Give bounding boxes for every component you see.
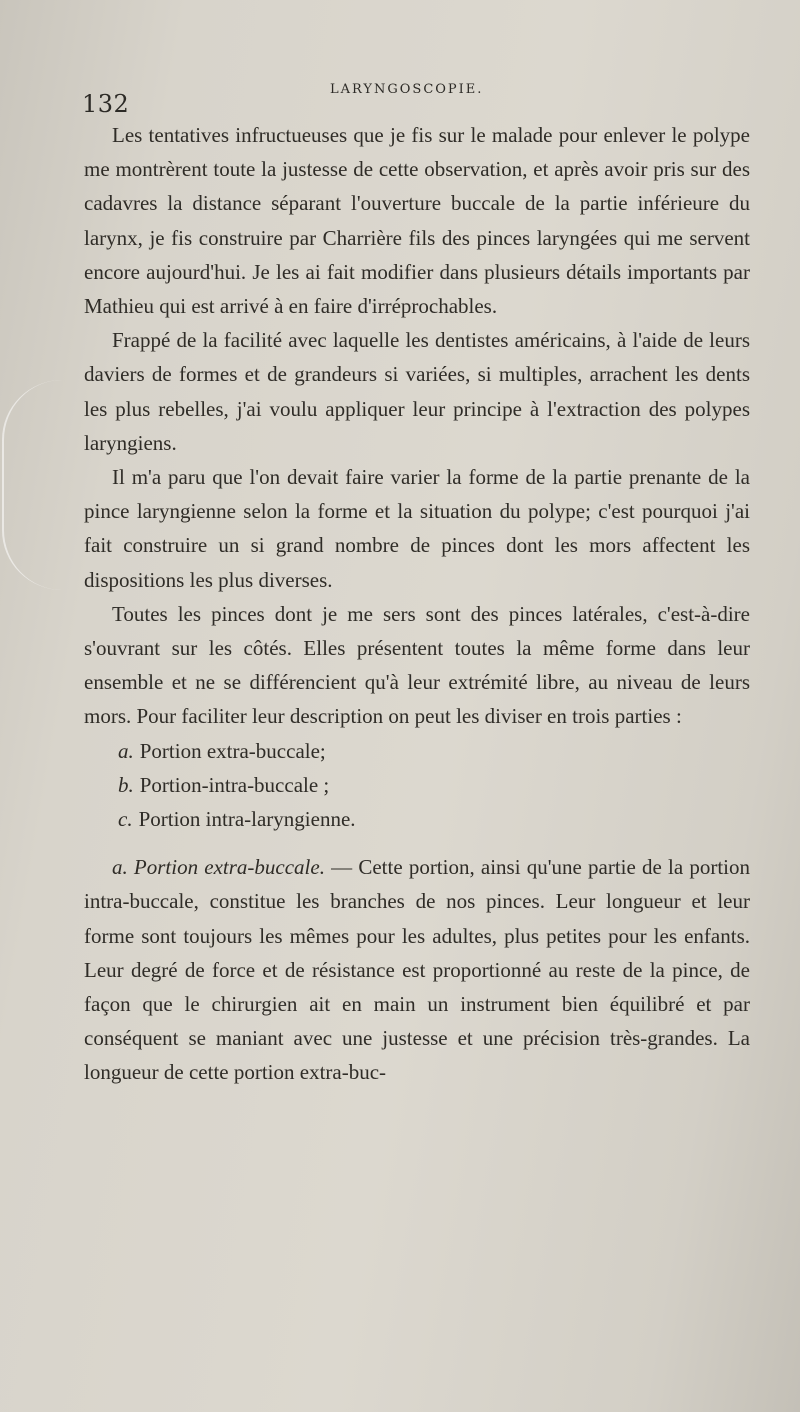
list-item-text: Portion-intra-buccale ; — [139, 772, 330, 797]
list-item-text: Portion intra-laryngienne. — [138, 807, 356, 832]
paragraph-3: Il m'a paru que l'on devait faire varier la forme de la partie prenante de la pince laryngienne selon la forme et la situation du polype; c'est pourquoi j'ai fait construire un si grand nombre de pinces dont les mors affectent les dispositions les plus diverses. — [84, 465, 750, 592]
list-marker: a. — [118, 738, 134, 763]
parts-list — [84, 734, 750, 837]
section-text: — Cette portion, ainsi qu'une partie de la portion intra-buccale, constitue les branches de nos pinces. Leur longueur et leur forme sont toujours les mêmes pour les adultes, plus petites pour les enfants. Leur degré de force et de résistance est proportionné au reste de la pince, de façon que le chirurgien ait en main un instrument bien équilibré et par conséquent se maniant avec une justesse et une précision très-grandes. La longueur de cette portion extra-buc- — [84, 855, 750, 1085]
paragraph-4: Toutes les pinces dont je me sers sont des pinces latérales, c'est-à-dire s'ouvrant sur les côtés. Elles présentent toutes la même forme dans leur ensemble et ne se différencient qu'à leur extrémité libre, au niveau de leurs mors. Pour faciliter leur description on peut les diviser en trois parties : — [84, 601, 750, 729]
body-text — [84, 118, 750, 1090]
page-header — [82, 78, 762, 118]
list-item — [118, 768, 750, 802]
paragraph-1: Les tentatives infructueuses que je fis sur le malade pour enlever le polype me montrèrent toute la justesse de cette observation, et après avoir pris sur des cadavres la distance séparant l'ouverture buccale de la partie inférieure du larynx, je fis construire par Charrière fils des pinces laryngées qui me servent encore aujourd'hui. Je les ai fait modifier dans plusieurs détails importants par Mathieu qui est arrivé à en faire d'irréprochables. — [84, 123, 750, 319]
list-item-text: Portion extra-buccale; — [139, 738, 326, 763]
section-extra-buccale — [84, 850, 750, 1089]
list-marker: c. — [118, 807, 133, 832]
section-paragraph — [84, 850, 750, 1089]
section-lead: a. Portion extra-buccale. — [112, 855, 325, 880]
page-number: 132 — [82, 90, 130, 118]
list-item — [118, 734, 750, 768]
page-curl-shadow — [2, 380, 74, 590]
spacer — [84, 836, 750, 850]
running-head: LARYNGOSCOPIE. — [330, 82, 484, 97]
list-marker: b. — [118, 772, 134, 797]
paragraph-2: Frappé de la facilité avec laquelle les dentistes américains, à l'aide de leurs daviers de formes et de grandeurs si variées, si multiples, arrachent les dents les plus rebelles, j'ai voulu appliquer leur principe à l'extraction des polypes laryngiens. — [84, 328, 750, 455]
list-item — [118, 802, 750, 836]
